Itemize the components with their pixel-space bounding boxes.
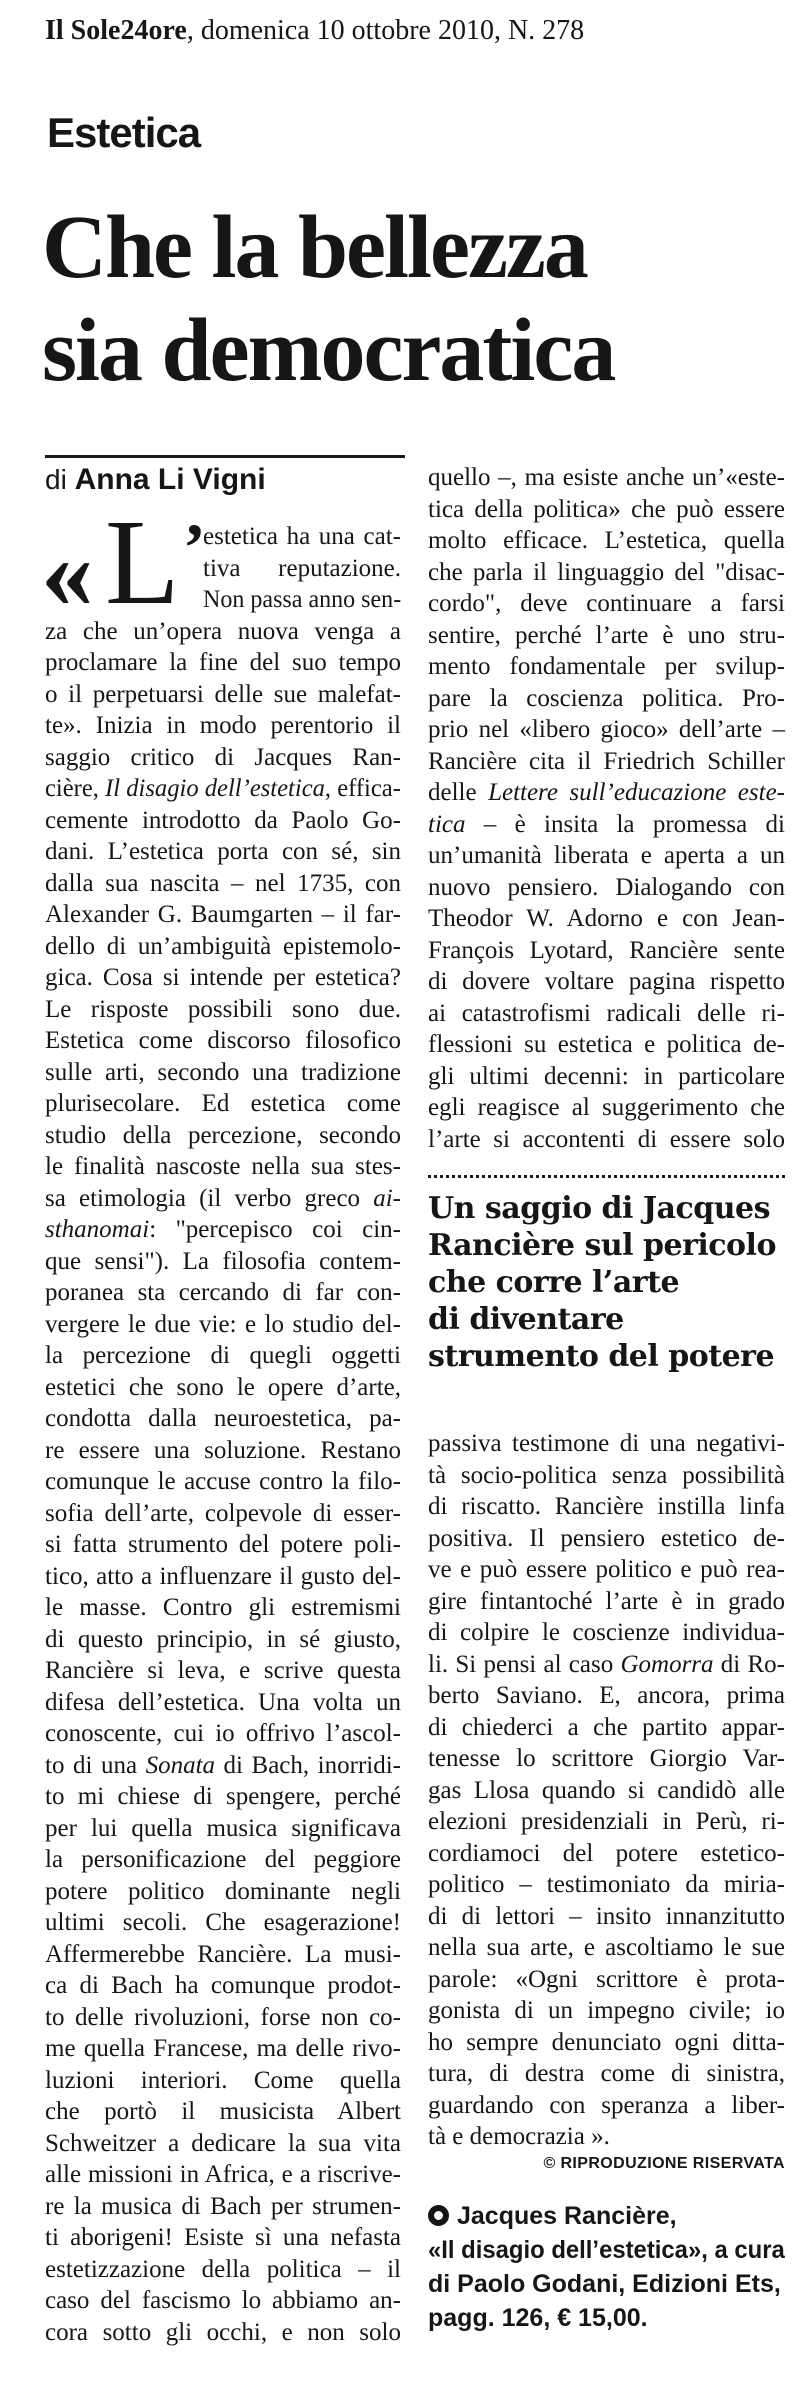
text-line: me quella Francese, ma delle rivo-: [45, 2035, 401, 2062]
text-line: che parla il linguaggio del "disac-: [428, 558, 785, 586]
text-line: sofia dell’arte, colpevole di esser-: [45, 1499, 401, 1527]
text-line: cemente introdotto da Paolo Go-: [45, 806, 401, 834]
text-line: ho sempre denunciato ogni ditta-: [428, 2028, 785, 2056]
byline-author: Anna Li Vigni: [74, 463, 266, 496]
article-headline: [42, 196, 702, 402]
book-note: [428, 2199, 785, 2335]
text-line: guardando con speranza a liber-: [428, 2091, 785, 2119]
text-line: difesa dell’estetica. Una volta un: [45, 1688, 401, 1716]
text-line: l’arte si accontenti di essere solo: [428, 1125, 785, 1153]
text-line: di colpire le coscienze individua-: [428, 1619, 785, 1646]
text-line: to mi chiese di spengere, perché: [45, 1783, 401, 1810]
text-line: prio nel «libero gioco» dell’arte –: [428, 716, 785, 743]
text-line: si fatta strumento del potere poli-: [45, 1531, 401, 1558]
text-line: politico – testimoniato da miria-: [428, 1871, 785, 1898]
text-line: di riscatto. Rancière instilla linfa: [428, 1493, 785, 1520]
text-line: cordiamoci del potere estetico-: [428, 1839, 785, 1867]
right-column-text-top: [428, 462, 785, 1155]
byline-prefix: di: [45, 464, 75, 495]
book-note-line: pagg. 126, € 15,00.: [428, 2303, 648, 2332]
right-column: [428, 462, 785, 2335]
text-line: nella sua arte, e ascoltiamo le sue: [428, 1934, 785, 1961]
section-kicker: Estetica: [47, 109, 201, 156]
text-line: o il perpetuarsi delle sue malefat-: [45, 680, 401, 708]
text-line: sentire, perché l’arte è uno stru-: [428, 621, 785, 649]
text-line: luzioni interiori. Come quella: [45, 2066, 401, 2094]
text-line: la percezione di quegli oggetti: [45, 1342, 401, 1369]
text-line: re essere una soluzione. Restano: [45, 1436, 401, 1464]
masthead: [45, 14, 620, 48]
text-line: di diventare: [428, 1302, 624, 1337]
text-line: Theodor W. Adorno e con Jean-: [428, 905, 785, 932]
text-line: gica. Cosa si intende per estetica?: [45, 964, 401, 991]
text-line: proclamare la fine del suo tempo: [45, 649, 401, 676]
text-line: le masse. Contro gli estremismi: [45, 1594, 401, 1621]
text-line: strumento del potere: [428, 1339, 775, 1374]
text-line: Un saggio di Jacques: [428, 1191, 771, 1226]
text-line: positiva. Il pensiero estetico de-: [428, 1524, 785, 1552]
text-line: cière, Il disagio dell’estetica, effica-: [45, 775, 401, 802]
text-line: Alexander G. Baumgarten – il far-: [45, 901, 401, 928]
text-line: estetici che sono le opere d’arte,: [45, 1373, 401, 1401]
text-line: comunque le accuse contro la filo-: [45, 1468, 401, 1495]
text-line: per lui quella musica significava: [45, 1814, 401, 1842]
text-line: potere politico dominante negli: [45, 1877, 401, 1905]
left-column: [41, 495, 402, 2348]
text-line: cora sotto gli occhi, e non solo: [45, 2318, 401, 2346]
text-line: tà e democrazia ».: [428, 2123, 610, 2150]
text-line: poranea sta cercando di far con-: [45, 1279, 401, 1306]
text-line: ti aborigeni! Esiste sì una nefasta: [45, 2224, 401, 2251]
text-line: tica – è insita la promessa di: [428, 810, 785, 838]
text-line: Estetica come discorso filosofico: [45, 1027, 401, 1054]
drop-cap-apostrophe: ’: [183, 509, 206, 585]
text-line: dalla sua nascita – nel 1735, con: [45, 869, 401, 897]
text-line: delle Lettere sull’educazione este-: [428, 779, 785, 806]
text-line: plurisecolare. Ed estetica come: [45, 1090, 401, 1117]
text-line: tenesse lo scrittore Giorgio Var-: [428, 1745, 785, 1772]
text-line: mento fondamentale per svilup-: [428, 653, 785, 680]
text-line: tico, atto a influenzare il gusto del-: [45, 1562, 401, 1590]
drop-cap-letter: L: [105, 495, 180, 630]
text-line: di chiederci a che partito appar-: [428, 1713, 785, 1741]
text-line: tica della politica» che può essere: [428, 495, 785, 523]
text-line: za che un’opera nuova venga a: [45, 617, 401, 645]
text-line: condotta dalla neuroestetica, pa-: [45, 1405, 401, 1432]
text-line: estetizzazione della politica – il: [45, 2255, 401, 2283]
text-line: cordo", deve continuare a farsi: [428, 590, 785, 617]
text-line: berto Saviano. E, ancora, prima: [428, 1682, 785, 1709]
text-line: to di una Sonata di Bach, inorridi-: [45, 1751, 401, 1779]
text-line: passiva testimone di una negativi-: [428, 1430, 785, 1457]
text-line: pare la coscienza politica. Pro-: [428, 684, 785, 712]
text-line: caso del fascismo lo abbiamo an-: [45, 2287, 401, 2314]
text-line: flessioni su estetica e politica de-: [428, 1031, 785, 1058]
text-line: sulle arti, secondo una tradizione: [45, 1058, 401, 1086]
text-line: Rancière sul pericolo: [428, 1228, 776, 1263]
text-line: sa etimologia (il verbo greco ai-: [45, 1184, 401, 1212]
text-line: un’umanità liberata e aperta a un: [428, 842, 785, 869]
text-line: le finalità nascoste nella sua stes-: [45, 1153, 401, 1180]
text-line: tà socio-politica senza possibilità: [428, 1461, 785, 1489]
text-line: ultimi secoli. Che esagerazione!: [45, 1909, 401, 1936]
drop-cap: [41, 495, 206, 630]
text-line: Rancière cita il Friedrich Schiller: [428, 747, 785, 775]
text-line: Le risposte possibili sono due.: [45, 995, 401, 1023]
text-line: ai catastrofismi radicali delle ri-: [428, 999, 785, 1027]
text-line: estetica ha una cat-: [203, 523, 401, 550]
text-line: quello –, ma esiste anche un’«este-: [428, 464, 785, 491]
book-note-line: [428, 2199, 785, 2233]
text-line: gonista di un impegno civile; io: [428, 1997, 785, 2024]
text-line: dani. L’estetica porta con sé, sin: [45, 838, 401, 865]
right-column-text-bottom: [428, 1428, 785, 2153]
text-line: che portò il musicista Albert: [45, 2098, 401, 2125]
headline-line: sia democratica: [42, 301, 615, 400]
text-line: la personificazione del peggiore: [45, 1846, 401, 1873]
left-column-text: [45, 521, 401, 2348]
text-line: parole: «Ogni scrittore è prota-: [428, 1965, 785, 1993]
text-line: Affermerebbe Rancière. La musi-: [45, 1940, 401, 1968]
dotted-divider: [428, 1175, 785, 1178]
text-line: Rancière si leva, e scrive questa: [45, 1657, 401, 1684]
byline-rule: [45, 455, 405, 458]
open-guillemet: «: [41, 513, 94, 630]
text-line: te». Inizia in modo perentorio il: [45, 712, 401, 739]
text-line: re la musica di Bach per strumen-: [45, 2192, 401, 2220]
text-line: di dovere voltare pagina rispetto: [428, 968, 785, 995]
text-line: to delle rivoluzioni, forse non co-: [45, 2003, 401, 2031]
text-line: tiva reputazione.: [203, 554, 401, 582]
copyright-notice: © RIPRODUZIONE RISERVATA: [543, 2154, 785, 2172]
pull-quote: [428, 1190, 785, 1375]
text-line: nuovo pensiero. Dialogando con: [428, 873, 785, 901]
text-line: molto efficace. L’estetica, quella: [428, 527, 785, 554]
text-line: sthanomai: "percepisco coi cin-: [45, 1216, 401, 1243]
text-line: elezioni presidenziali in Perù, ri-: [428, 1808, 785, 1835]
text-line: gire fintantoché l’arte è in grado: [428, 1587, 785, 1615]
text-line: di di lettori – insito innanzitutto: [428, 1902, 785, 1930]
book-note-line: «Il disagio dell’estetica», a cura: [428, 2235, 785, 2264]
text-line: di questo principio, in sé giusto,: [45, 1625, 401, 1653]
text-line: saggio critico di Jacques Ran-: [45, 743, 401, 771]
newspaper-name: Il Sole24ore: [45, 15, 187, 46]
book-note-text: Jacques Rancière,: [457, 2201, 677, 2230]
text-line: Schweitzer a dedicare la sua vita: [45, 2129, 401, 2157]
text-line: ca di Bach ha comunque prodot-: [45, 1972, 401, 1999]
headline-line: Che la bellezza: [42, 198, 587, 297]
text-line: François Lyotard, Rancière sente: [428, 936, 785, 964]
text-line: que sensi"). La filosofia contem-: [45, 1247, 401, 1275]
text-line: gli ultimi decenni: in particolare: [428, 1062, 785, 1090]
bullet-icon: [428, 2205, 449, 2226]
text-line: vergere le due vie: e lo studio del-: [45, 1310, 401, 1338]
text-line: Non passa anno sen-: [203, 586, 402, 613]
text-line: che corre l’arte: [428, 1265, 680, 1300]
text-line: li. Si pensi al caso Gomorra di Ro-: [428, 1650, 785, 1678]
text-line: dello di un’ambiguità epistemolo-: [45, 932, 401, 960]
text-line: gas Llosa quando si candidò alle: [428, 1776, 785, 1804]
issue-info: , domenica 10 ottobre 2010, N. 278: [186, 15, 585, 46]
text-line: conoscente, cui io offrivo l’ascol-: [45, 1720, 401, 1747]
text-line: ve e può essere politico e può rea-: [428, 1556, 785, 1583]
text-line: egli reagisce al suggerimento che: [428, 1094, 785, 1121]
text-line: alle missioni in Africa, e a riscrive-: [45, 2161, 401, 2188]
book-note-line: di Paolo Godani, Edizioni Ets,: [428, 2269, 781, 2298]
text-line: tura, di destra come di sinistra,: [428, 2060, 785, 2087]
text-line: studio della percezione, secondo: [45, 1121, 401, 1149]
byline: [45, 462, 405, 498]
